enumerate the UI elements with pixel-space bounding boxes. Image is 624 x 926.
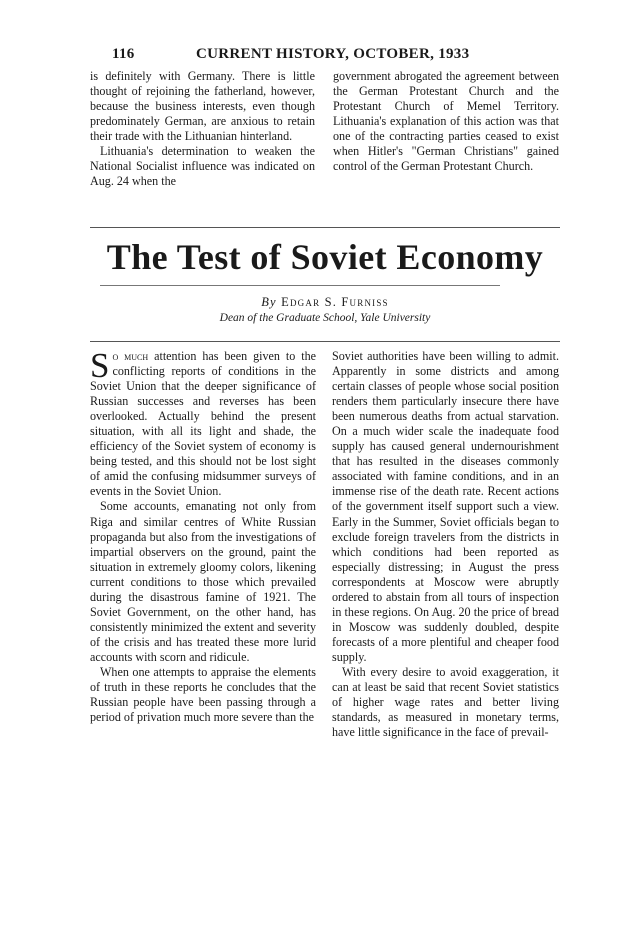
byline-by: By: [261, 295, 277, 309]
paragraph: is definitely with Germany. There is little thought of rejoining the fatherland, however, because the business interests, even though predominately German, are anxious to retain their trade with the Lithuanian hinterland.: [90, 69, 315, 144]
byline: [90, 295, 560, 310]
author-name: Edgar S. Furniss: [281, 295, 389, 309]
paragraph-text: attention has been given to the conflicting reports of conditions in the Soviet Union that the deeper significance of Russian successes and reverses has been overlooked. Actually behind the present situation, with all its light and shade, the efficiency of the Soviet system of economy is being tested, and this should not be lost sight of amid the confusing midsummer surveys of events in the Soviet Union.: [90, 349, 316, 499]
publication-title: CURRENT HISTORY, OCTOBER, 1933: [196, 46, 470, 62]
paragraph: With every desire to avoid exaggeration, it can at least be said that recent Soviet statistics of higher wage rates and better living standards, as measured in monetary terms, have little significance in the face of prevail-: [332, 664, 559, 740]
divider-rule: [90, 341, 560, 342]
title-underline-rule: [100, 285, 500, 286]
lead-words: o much: [112, 349, 149, 363]
previous-article-right-column: [333, 69, 559, 174]
page-number: 116: [112, 46, 135, 62]
paragraph: government abrogated the agreement between the German Protestant Church and the Protestant Church of Memel Territory. Lithuania's explanation of this action was that one of the contracting parties ceased to exist when Hitler's "German Christians" gained control of the German Protestant Church.: [333, 69, 559, 174]
first-paragraph: [90, 346, 316, 499]
running-header: [112, 46, 552, 66]
drop-cap: S: [90, 346, 110, 385]
article-left-column: [90, 346, 316, 725]
paragraph: Lithuania's determination to weaken the National Socialist influence was indicated on Aug. 24 when the: [90, 144, 315, 189]
previous-article-left-column: [90, 69, 315, 189]
author-affiliation: Dean of the Graduate School, Yale University: [219, 312, 431, 324]
paragraph: Soviet authorities have been willing to admit. Apparently in some districts and among certain classes of people whose social position renders them particularly insecure there have been numerous deaths from actual starvation. On a much wider scale the inadequate food supply has caused general undernourishment that has resulted in the diseases commonly associated with famine conditions, and in an immense rise of the death rate. Recent actions of the government itself support such a view. Early in the Summer, Soviet officials began to exclude foreign travelers from the districts in which conditions had been reported as especially distressing; in August the press correspondents at Moscow were abruptly ordered to abstain from all tours of inspection in these regions. On Aug. 20 the price of bread in Moscow was suddenly doubled, despite forecasts of a more plentiful and cheaper food supply.: [332, 349, 559, 664]
paragraph: When one attempts to appraise the elements of truth in these reports he concludes that the Russian people have been passing through a period of privation much more severe than the: [90, 664, 316, 725]
paragraph: Some accounts, emanating not only from Riga and similar centres of White Russian propaganda but also from the investigations of impartial observers on the ground, paint the situation in extremely gloomy colors, likening current conditions to those which prevailed during the disastrous famine of 1921. The Soviet Government, on the other hand, has consistently minimized the extent and severity of the crisis and has treated these more lurid accounts with scorn and ridicule.: [90, 499, 316, 664]
divider-rule: [90, 227, 560, 228]
article-title: The Test of Soviet Economy: [106, 237, 544, 277]
article-right-column: [332, 349, 559, 740]
